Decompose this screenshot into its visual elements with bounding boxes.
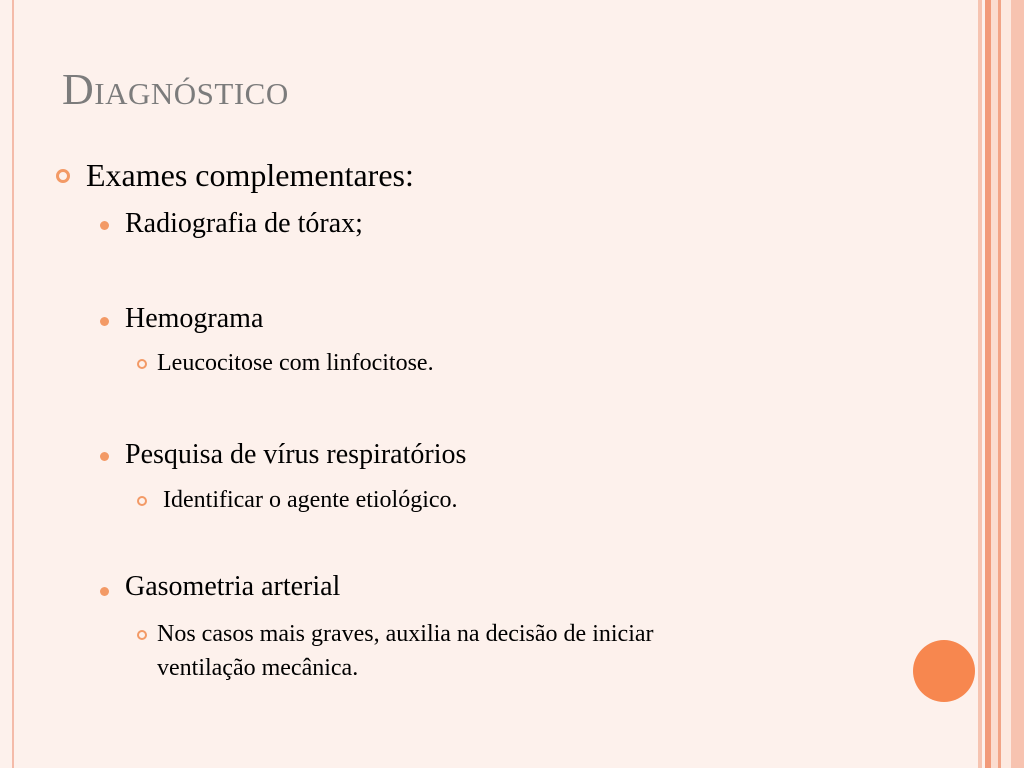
right-stripe — [1001, 0, 1011, 768]
bullet-level2: Hemograma — [125, 303, 264, 334]
right-stripe — [991, 0, 998, 768]
ring-bullet-icon — [137, 630, 147, 640]
right-stripe — [1011, 0, 1024, 768]
bullet-level2: Radiografia de tórax; — [125, 208, 363, 239]
ring-bullet-icon — [137, 496, 147, 506]
bullet-level3: Leucocitose com linfocitose. — [157, 350, 434, 376]
right-stripe — [978, 0, 982, 768]
bullet-level1: Exames complementares: — [86, 157, 414, 193]
dot-bullet-icon — [100, 587, 109, 596]
dot-bullet-icon — [100, 317, 109, 326]
bullet-level3: Nos casos mais graves, auxilia na decisão de iniciar — [157, 621, 654, 647]
ring-bullet-icon — [137, 359, 147, 369]
slide-title: Diagnóstico — [62, 65, 289, 114]
bullet-level2: Gasometria arterial — [125, 571, 341, 602]
bullet-level3: Identificar o agente etiológico. — [163, 487, 458, 513]
ring-bullet-icon — [56, 169, 70, 183]
dot-bullet-icon — [100, 221, 109, 230]
bullet-level2: Pesquisa de vírus respiratórios — [125, 439, 467, 470]
dot-bullet-icon — [100, 452, 109, 461]
bullet-level3-continued: ventilação mecânica. — [157, 655, 359, 681]
decorative-circle — [913, 640, 975, 702]
